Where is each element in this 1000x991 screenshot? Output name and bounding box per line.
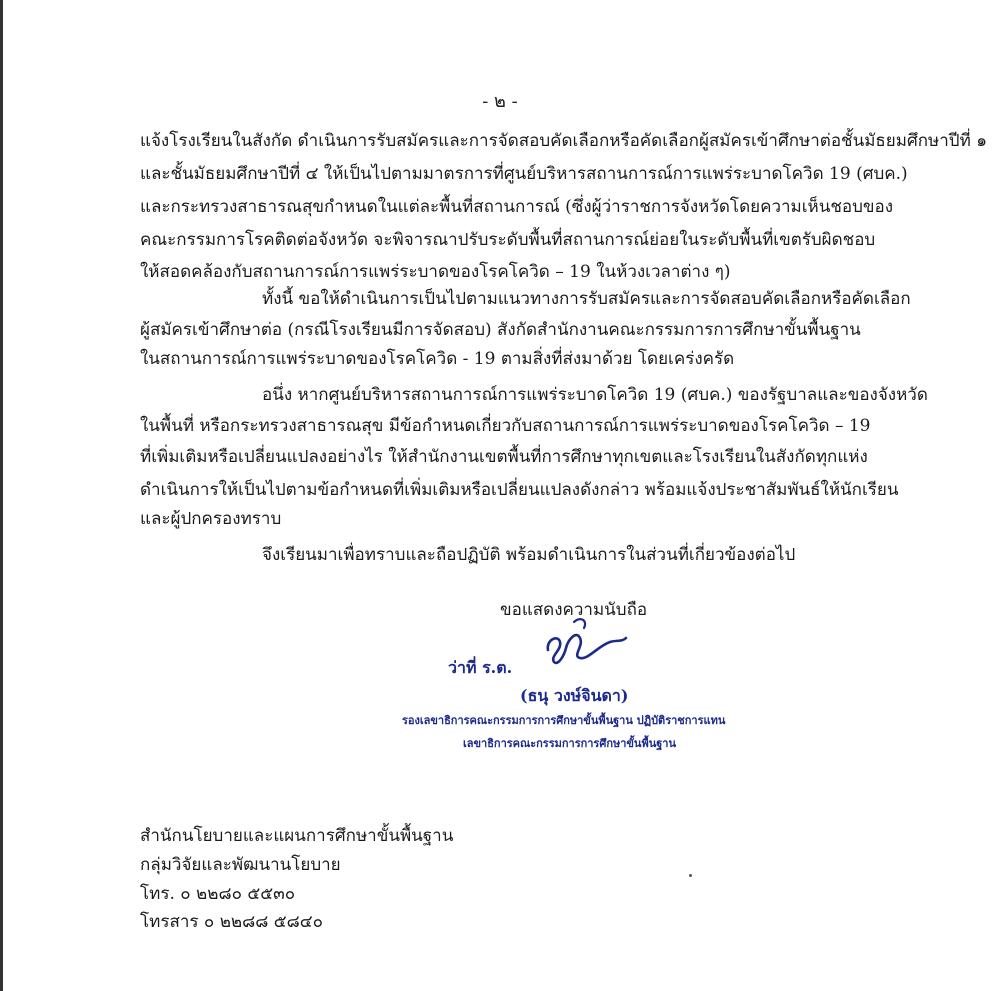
closing-salutation: ขอแสดงความนับถือ bbox=[500, 600, 648, 620]
footer-phone: โทร. ๐ ๒๒๘๐ ๕๕๓๐ bbox=[140, 884, 296, 904]
footer-group: กลุ่มวิจัยและพัฒนานโยบาย bbox=[140, 855, 341, 875]
acting-rank-label: ว่าที่ ร.ต. bbox=[448, 658, 513, 677]
body-line: อนึ่ง หากศูนย์บริหารสถานการณ์การแพร่ระบาดโควิด 19 (ศบค.) ของรัฐบาลและของจังหวัด bbox=[262, 385, 928, 405]
body-line: คณะกรรมการโรคติดต่อจังหวัด จะพิจารณาปรับระดับพื้นที่สถานการณ์ย่อยในระดับพื้นที่เขตรับผิดชอบ bbox=[140, 230, 876, 250]
footer-office: สำนักนโยบายและแผนการศึกษาขั้นพื้นฐาน bbox=[140, 826, 454, 846]
signatory-title-line1: รองเลขาธิการคณะกรรมการการศึกษาขั้นพื้นฐาน ปฏิบัติราชการแทน bbox=[402, 714, 726, 727]
body-line: และผู้ปกครองทราบ bbox=[140, 509, 282, 529]
body-line: แจ้งโรงเรียนในสังกัด ดำเนินการรับสมัครและการจัดสอบคัดเลือกหรือคัดเลือกผู้สมัครเข้าศึกษาต่อชั้นมัธยมศึกษาปีที่ ๑ bbox=[140, 131, 987, 151]
page-number: - ๒ - bbox=[482, 91, 518, 112]
signatory-title-line2: เลขาธิการคณะกรรมการการศึกษาขั้นพื้นฐาน bbox=[463, 737, 676, 750]
body-line: ให้สอดคล้องกับสถานการณ์การแพร่ระบาดของโรคโควิด – 19 ในห้วงเวลาต่าง ๆ) bbox=[140, 262, 731, 282]
scan-edge bbox=[0, 0, 3, 991]
handwritten-signature bbox=[540, 612, 630, 672]
body-line: ดำเนินการให้เป็นไปตามข้อกำหนดที่เพิ่มเติมหรือเปลี่ยนแปลงดังกล่าว พร้อมแจ้งประชาสัมพันธ์ให้นักเรียน bbox=[140, 480, 899, 500]
body-line: และชั้นมัธยมศึกษาปีที่ ๔ ให้เป็นไปตามมาตรการที่ศูนย์บริหารสถานการณ์การแพร่ระบาดโควิด 19 (ศบค.) bbox=[140, 164, 908, 184]
body-line: ในพื้นที่ หรือกระทรวงสาธารณสุข มีข้อกำหนดเกี่ยวกับสถานการณ์การแพร่ระบาดของโรคโควิด – 19 bbox=[140, 416, 871, 436]
body-line: จึงเรียนมาเพื่อทราบและถือปฏิบัติ พร้อมดำเนินการในส่วนที่เกี่ยวข้องต่อไป bbox=[262, 545, 796, 565]
scan-speck bbox=[689, 874, 692, 877]
body-line: ที่เพิ่มเติมหรือเปลี่ยนแปลงอย่างไร ให้สำนักงานเขตพื้นที่การศึกษาทุกเขตและโรงเรียนในสังกัดทุกแห่ง bbox=[140, 447, 868, 467]
body-line: และกระทรวงสาธารณสุขกำหนดในแต่ละพื้นที่สถานการณ์ (ซึ่งผู้ว่าราชการจังหวัดโดยความเห็นชอบของ bbox=[140, 197, 894, 217]
body-line: ในสถานการณ์การแพร่ระบาดของโรคโควิด - 19 ตามสิ่งที่ส่งมาด้วย โดยเคร่งครัด bbox=[140, 349, 735, 369]
signatory-name: (ธนุ วงษ์จินดา) bbox=[520, 686, 629, 705]
body-line: ผู้สมัครเข้าศึกษาต่อ (กรณีโรงเรียนมีการจัดสอบ) สังกัดสำนักงานคณะกรรมการการศึกษาขั้นพื้นฐาน bbox=[140, 320, 861, 340]
body-line: ทั้งนี้ ขอให้ดำเนินการเป็นไปตามแนวทางการรับสมัครและการจัดสอบคัดเลือกหรือคัดเลือก bbox=[262, 289, 911, 309]
footer-fax: โทรสาร ๐ ๒๒๘๘ ๕๘๔๐ bbox=[140, 912, 323, 932]
